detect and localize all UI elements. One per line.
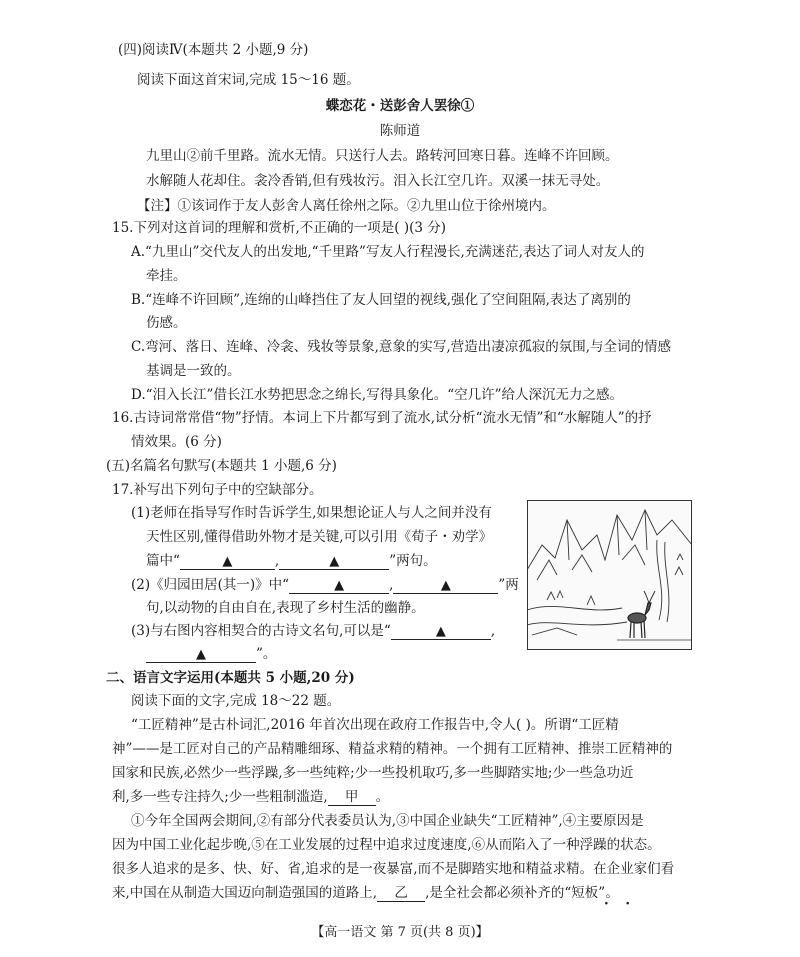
blank-jia[interactable]: 甲 <box>328 789 376 806</box>
question-16-line-2: 情效果。(6 分) <box>131 434 222 450</box>
answer-blank[interactable]: ▲ <box>393 577 498 594</box>
page-footer: 【高一语文 第 7 页(共 8 页)】 <box>311 925 489 940</box>
poem-title: 蝶恋花・送彭舍人罢徐① <box>325 98 475 114</box>
passage-line-5: ①今年全国两会期间,②有部分代表委员认为,③中国企业缺失“工匠精神”,④主要原因是 <box>131 813 644 829</box>
q17-item-3-line-2: ▲ ”。 <box>146 644 276 664</box>
passage-line-2: 神”——是工匠对自己的产品精雕细琢、精益求精的精神。一个拥有工匠精神、推崇工匠精神的 <box>112 741 673 757</box>
q17-item-3-line-1: (3)与右图内容相契合的古诗文名句,可以是“ ▲ , <box>131 623 496 639</box>
section4-instruction: 阅读下面这首宋词,完成 15～16 题。 <box>137 72 360 88</box>
passage-line-6: 因为中国工业化起步晚,⑤在工业发展的过程中追求过度速度,⑥从而陷入了一种浮躁的状态。 <box>112 837 661 853</box>
q17-item-2-line-2: 句,以动物的自由自在,表现了乡村生活的幽静。 <box>146 600 425 616</box>
answer-blank[interactable]: ▲ <box>146 646 256 663</box>
landscape-deer-illustration <box>527 500 692 650</box>
option-c-line-1: C.弯河、落日、连峰、冷衾、残妆等景象,意象的实写,营造出凄凉孤寂的氛围,与全词的情感 <box>131 339 672 355</box>
answer-blank[interactable]: ▲ <box>180 553 275 570</box>
answer-blank[interactable]: ▲ <box>279 553 389 570</box>
answer-blank[interactable]: ▲ <box>391 623 491 640</box>
option-a-line-2: 牵挂。 <box>146 268 187 284</box>
section5-heading: (五)名篇名句默写(本题共 1 小题,6 分) <box>106 458 337 474</box>
question-16-line-1: 16.古诗词常常借“物”抒情。本词上下片都写到了流水,试分析“流水无情”和“水解随人”的抒 <box>112 410 652 426</box>
poem-line-2: 水解随人花却住。衾冷香销,但有残妆污。泪入长江空几许。双溪一抹无寻处。 <box>146 173 610 189</box>
q17-item-2-line-1: (2)《归园田居(其一)》中“ ▲ , ▲ ”两 <box>131 577 519 593</box>
option-d-line-1: D.“泪入长江”借长江水势把思念之绵长,写得具象化。“空几许”给人深沉无力之感。 <box>131 387 624 403</box>
answer-blank[interactable]: ▲ <box>289 577 389 594</box>
poem-author: 陈师道 <box>379 123 421 139</box>
blank-yi[interactable]: 乙 <box>377 885 425 902</box>
question-17-stem: 17.补写出下列句子中的空缺部分。 <box>112 482 323 498</box>
q17-item-1-line-3: 篇中“ ▲ , ▲ ”两句。 <box>146 553 437 569</box>
q17-item-1-line-1: (1)老师在指导写作时告诉学生,如果想论证人与人之间并没有 <box>131 505 492 521</box>
poem-note: 【注】①该词作于友人彭舍人离任徐州之际。②九里山位于徐州境内。 <box>137 198 556 214</box>
passage-instruction: 阅读下面的文字,完成 18～22 题。 <box>131 693 341 709</box>
passage-line-1: “工匠精神”是古朴词汇,2016 年首次出现在政府工作报告中,令人( )。所谓“工匠精 <box>131 717 619 733</box>
poem-line-1: 九里山②前千里路。流水无情。只送行人去。路转河回寒日暮。连峰不许回顾。 <box>146 148 619 164</box>
option-b-line-1: B.“连峰不许回顾”,连绵的山峰挡住了友人回望的视线,强化了空间阻隔,表达了离别的 <box>131 292 631 308</box>
question-15-stem: 15.下列对这首词的理解和赏析,不正确的一项是( )(3 分) <box>112 220 446 236</box>
passage-line-8: 来,中国在从制造大国迈向制造强国的道路上, 乙 ,是全社会都必须补齐的“短板”。 <box>112 885 619 901</box>
part2-heading: 二、语言文字运用(本题共 5 小题,20 分) <box>106 670 355 686</box>
option-a-line-1: A.“九里山”交代友人的出发地,“千里路”写友人行程漫长,充满迷茫,表达了词人对友人的 <box>131 244 645 260</box>
q17-item-1-line-2: 天性区别,懂得借助外物才是关键,可以引用《荀子・劝学》 <box>146 529 493 545</box>
option-b-line-2: 伤感。 <box>146 315 187 331</box>
option-c-line-2: 基调是一致的。 <box>146 363 241 379</box>
passage-line-3: 国家和民族,必然少一些浮躁,多一些纯粹;少一些投机取巧,多一些脚踏实地;少一些急功近 <box>112 765 634 781</box>
emphasis-dots: · · <box>604 896 637 912</box>
passage-line-4: 利,多一些专注持久;少一些粗制滥造, 甲 。 <box>112 789 390 805</box>
section4-heading: (四)阅读Ⅳ(本题共 2 小题,9 分) <box>118 42 309 58</box>
passage-line-7: 很多人追求的是多、快、好、省,追求的是一夜暴富,而不是脚踏实地和精益求精。在企业家们看 <box>112 861 675 877</box>
